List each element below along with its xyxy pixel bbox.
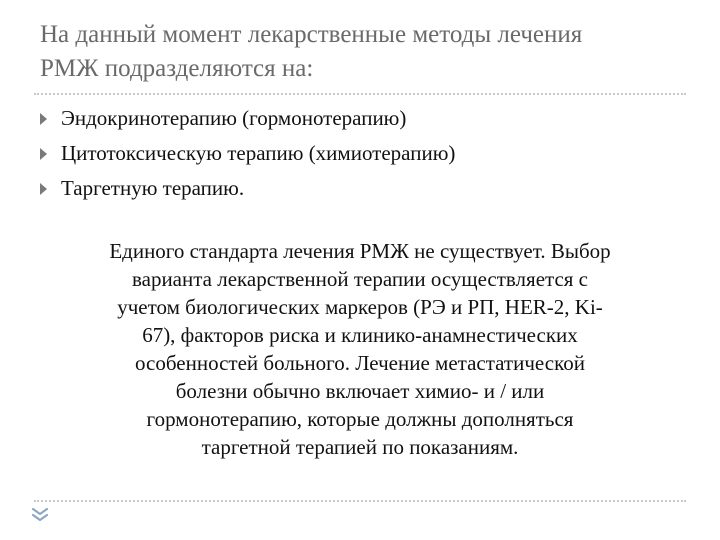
paragraph-line: варианта лекарственной терапии осуществляется с bbox=[131, 267, 588, 291]
paragraph-line: таргетной терапией по показаниям. bbox=[201, 435, 519, 459]
paragraph-line: гормонотерапию, которые должны дополняться bbox=[146, 407, 574, 431]
chevron-double-down-icon[interactable] bbox=[31, 508, 49, 522]
paragraph-line: болезни обычно включает химио- и / или bbox=[175, 379, 545, 403]
triangle-right-icon bbox=[40, 113, 47, 125]
title-divider bbox=[34, 93, 686, 95]
slide-title-line-2: РМЖ подразделяются на: bbox=[40, 55, 314, 82]
paragraph-line: особенностей больного. Лечение метастатической bbox=[135, 351, 585, 375]
paragraph-line: 67), факторов риска и клинико-анамнестических bbox=[142, 323, 578, 347]
triangle-right-icon bbox=[40, 183, 47, 195]
slide-title-line-1: На данный момент лекарственные методы лечения bbox=[40, 21, 583, 48]
list-item bbox=[40, 136, 455, 171]
bullet-text: Цитотоксическую терапию (химиотерапию) bbox=[61, 141, 456, 165]
list-item bbox=[40, 101, 455, 136]
paragraph-line: Единого стандарта лечения РМЖ не существует. Выбор bbox=[109, 239, 611, 263]
footer-divider bbox=[34, 500, 686, 502]
bullet-text: Таргетную терапию. bbox=[61, 176, 245, 200]
paragraph-line: учетом биологических маркеров (РЭ и РП, HER-2, Ki- bbox=[117, 295, 603, 319]
triangle-right-icon bbox=[40, 148, 47, 160]
treatment-methods-list bbox=[40, 101, 455, 206]
body-paragraph bbox=[30, 237, 690, 461]
slide-title bbox=[40, 18, 700, 86]
list-item bbox=[40, 171, 455, 206]
bullet-text: Эндокринотерапию (гормонотерапию) bbox=[61, 106, 407, 130]
